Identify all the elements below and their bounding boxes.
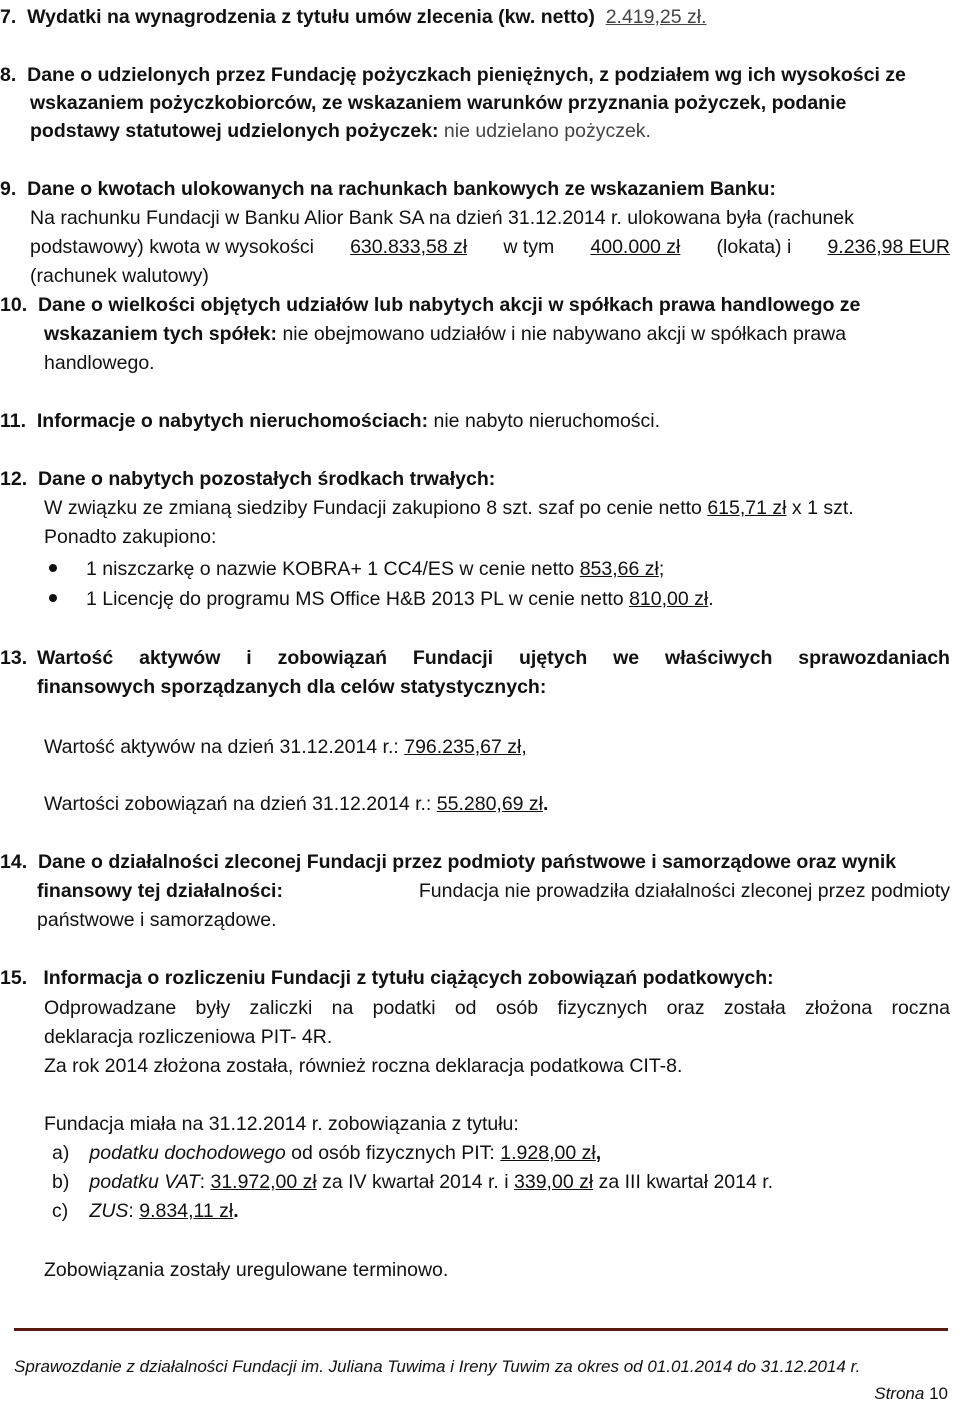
section-13-word: aktywów <box>139 647 221 669</box>
liability-a-type: podatku dochodowego <box>89 1142 286 1164</box>
liability-b-text-2: za III kwartał 2014 r. <box>598 1171 774 1193</box>
section-12-amount: 615,71 zł <box>707 497 787 519</box>
section-15-p1-line1: Odprowadzane były zaliczki na podatki od osób fizycznych oraz została złożona roczna <box>44 997 950 1019</box>
bullet-1-end: ; <box>658 558 665 580</box>
section-8-number: 8. <box>0 64 17 86</box>
bullet-1-text: 1 niszczarkę o nazwie KOBRA+ 1 CC4/ES w cenie netto <box>86 558 575 580</box>
assets-value: 796.235,67 zł, <box>404 736 527 758</box>
section-13-word: we <box>613 647 640 669</box>
section-9-line2 <box>30 232 950 262</box>
assets-label: Wartość aktywów na dzień 31.12.2014 r.: <box>44 736 399 758</box>
section-10-line3: handlowego. <box>44 352 155 374</box>
section-9-title-text: Dane o kwotach ulokowanych na rachunkach bankowych ze wskazaniem Banku: <box>27 178 776 200</box>
section-13-assets <box>44 732 527 762</box>
section-15-p3: Fundacja miała na 31.12.2014 r. zobowiązania z tytułu: <box>44 1113 519 1135</box>
section-10-title-2: wskazaniem tych spółek: <box>44 323 278 345</box>
liability-a-amount: 1.928,00 zł <box>500 1142 596 1164</box>
liability-c-colon: : <box>128 1200 134 1222</box>
footer-divider <box>14 1328 948 1331</box>
section-11 <box>0 406 660 436</box>
section-13-title-2: finansowych sporządzanych dla celów statystycznych: <box>37 676 547 698</box>
section-10-number: 10. <box>0 294 28 316</box>
section-9-amount-2: 400.000 zł <box>590 236 681 258</box>
section-9-title <box>0 174 776 204</box>
section-9-text-a: podstawowy) kwota w wysokości <box>30 236 314 258</box>
section-14-answer: Fundacja nie prowadziła działalności zleconej przez podmioty <box>418 880 950 902</box>
section-8-line1 <box>0 60 906 90</box>
section-14-title-1: Dane o działalności zleconej Fundacji przez podmioty państwowe i samorządowe oraz wynik <box>37 851 897 873</box>
section-15-p1-line2: deklaracja rozliczeniowa PIT- 4R. <box>44 1026 333 1048</box>
section-15-number: 15. <box>0 967 28 989</box>
section-11-number: 11. <box>0 410 27 432</box>
page-number <box>874 1382 948 1406</box>
bullet-2-end: . <box>708 588 714 610</box>
section-13-word: właściwych <box>665 647 773 669</box>
section-13-word: zobowiązań <box>277 647 388 669</box>
bullet-icon <box>49 564 57 572</box>
section-13-number-wrap <box>0 643 27 673</box>
liability-b-letter: b) <box>52 1171 70 1193</box>
liability-c-type: ZUS <box>89 1200 129 1222</box>
liability-c-end: . <box>233 1200 239 1222</box>
liability-b-type: podatku VAT <box>89 1171 200 1193</box>
liability-a <box>52 1138 601 1168</box>
section-7 <box>0 2 707 32</box>
section-13-number: 13. <box>0 647 28 669</box>
section-14-number: 14. <box>0 851 28 873</box>
section-13-word: Wartość <box>37 647 114 669</box>
section-13-word: ujętych <box>518 647 588 669</box>
liabilities-value: 55.280,69 zł <box>436 793 544 815</box>
section-9-amount-1: 630.833,58 zł <box>350 236 468 258</box>
liability-a-letter: a) <box>52 1142 70 1164</box>
liability-a-text: od osób fizycznych PIT: <box>291 1142 495 1164</box>
liabilities-end: . <box>543 793 549 815</box>
section-14-line2 <box>37 876 950 906</box>
liability-c <box>52 1196 239 1226</box>
liability-b-amount-1: 31.972,00 zł <box>210 1171 317 1193</box>
section-15-title <box>0 963 774 993</box>
section-13-word: i <box>246 647 252 669</box>
section-8-line3 <box>30 116 651 146</box>
section-10-answer: nie obejmowano udziałów i nie nabywano akcji w spółkach prawa <box>282 323 847 345</box>
section-11-title: Informacje o nabytych nieruchomościach: <box>36 410 429 432</box>
liabilities-label: Wartości zobowiązań na dzień 31.12.2014 r.: <box>44 793 432 815</box>
section-12-title <box>0 464 495 494</box>
section-13-liabilities <box>44 789 548 819</box>
section-12-text-b: x 1 szt. <box>791 497 854 519</box>
liability-b <box>52 1167 773 1197</box>
section-14-line3: państwowe i samorządowe. <box>37 909 277 931</box>
section-9-text-c: (lokata) i <box>716 236 792 258</box>
section-14-title-2: finansowy tej działalności: <box>37 880 283 902</box>
section-10-line1 <box>0 290 860 320</box>
section-8-answer: nie udzielano pożyczek. <box>443 120 651 142</box>
bullet-1-amount: 853,66 zł <box>579 558 659 580</box>
liability-c-letter: c) <box>52 1200 69 1222</box>
section-12-text-a: W związku ze zmianą siedziby Fundacji zakupiono 8 szt. szaf po cenie netto <box>44 497 702 519</box>
section-15-final: Zobowiązania zostały uregulowane terminowo. <box>44 1259 449 1281</box>
section-9-amount-3: 9.236,98 EUR <box>827 236 950 258</box>
section-13-word: Fundacji <box>412 647 494 669</box>
bullet-2-text: 1 Licencję do programu MS Office H&B 2013 PL w cenie netto <box>86 588 624 610</box>
section-7-label: Wydatki na wynagrodzenia z tytułu umów zlecenia (kw. netto) <box>27 6 595 28</box>
section-12-line1 <box>44 493 854 523</box>
liability-a-end: , <box>595 1142 602 1164</box>
section-12-bullet-2 <box>86 584 714 614</box>
section-13-word: sprawozdaniach <box>798 647 950 669</box>
section-15-title-text: Informacja o rozliczeniu Fundacji z tytułu ciążących zobowiązań podatkowych: <box>43 967 774 989</box>
section-12-number: 12. <box>0 468 28 490</box>
section-8-title-3: podstawy statutowej udzielonych pożyczek: <box>30 120 439 142</box>
page-num: 10 <box>929 1384 948 1403</box>
section-9-text-b: w tym <box>503 236 555 258</box>
section-9-line1: Na rachunku Fundacji w Banku Alior Bank SA na dzień 31.12.2014 r. ulokowana była (rachunek <box>30 207 854 229</box>
bullet-2-amount: 810,00 zł <box>629 588 709 610</box>
liability-b-amount-2: 339,00 zł <box>514 1171 594 1193</box>
section-9-line3: (rachunek walutowy) <box>30 265 209 287</box>
section-10-title-1: Dane o wielkości objętych udziałów lub nabytych akcji w spółkach prawa handlowego ze <box>37 294 861 316</box>
section-15-p2: Za rok 2014 złożona została, również roczna deklaracja podatkowa CIT-8. <box>44 1055 683 1077</box>
liability-c-amount: 9.834,11 zł <box>139 1200 234 1222</box>
footer-text: Sprawozdanie z działalności Fundacji im. Juliana Tuwima i Ireny Tuwim za okres od 01.01.2014 do 31.12.2014 r. <box>14 1357 861 1376</box>
section-14-line1 <box>0 847 896 877</box>
section-13-title-1 <box>37 643 950 673</box>
section-12-bullet-1 <box>86 554 664 584</box>
section-7-number: 7. <box>0 6 17 28</box>
section-11-answer: nie nabyto nieruchomości. <box>433 410 661 432</box>
section-9-number: 9. <box>0 178 17 200</box>
section-7-value: 2.419,25 zł. <box>605 6 707 28</box>
liability-b-text-1: za IV kwartał 2014 r. i <box>322 1171 509 1193</box>
section-8-line2: wskazaniem pożyczkobiorców, ze wskazaniem warunków przyznania pożyczek, podanie <box>30 92 847 114</box>
page-label: Strona <box>874 1384 925 1403</box>
section-10-line2 <box>44 319 846 349</box>
section-8-title-1: Dane o udzielonych przez Fundację pożyczkach pieniężnych, z podziałem wg ich wysokości ze <box>27 64 906 86</box>
bullet-icon <box>49 594 57 602</box>
section-12-title-text: Dane o nabytych pozostałych środkach trwałych: <box>37 468 496 490</box>
liability-b-colon: : <box>199 1171 206 1193</box>
section-12-line2: Ponadto zakupiono: <box>44 526 217 548</box>
